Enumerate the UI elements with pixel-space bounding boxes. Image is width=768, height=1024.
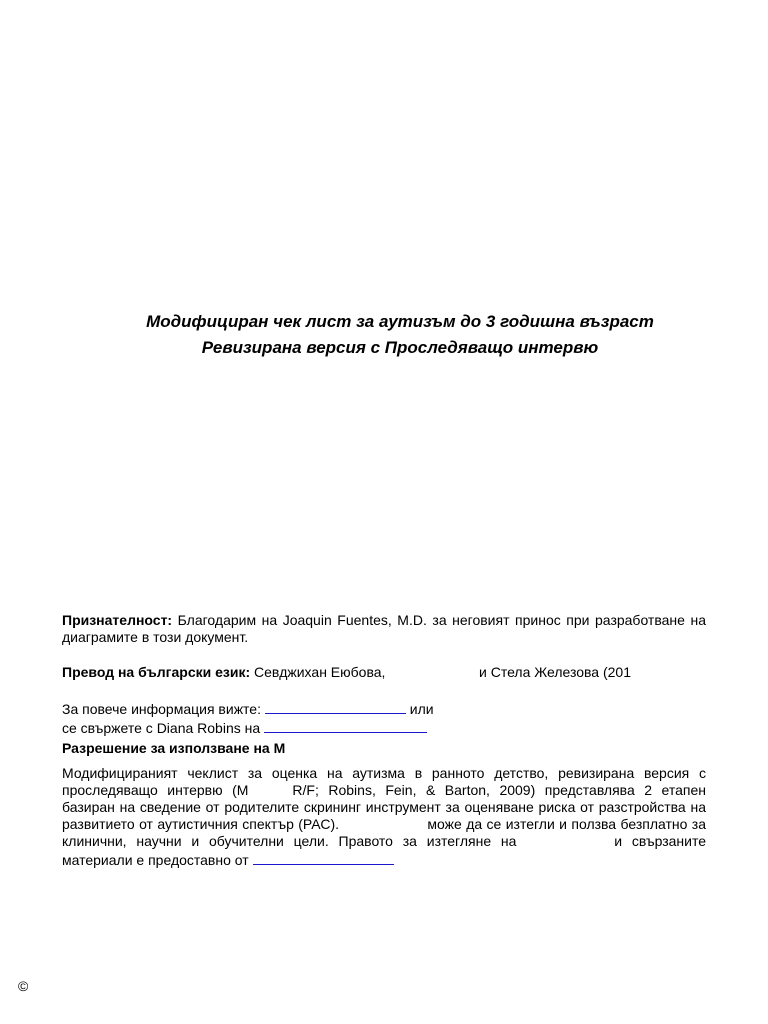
permission-heading: Разрешение за използване на М bbox=[62, 740, 286, 756]
acknowledgement-paragraph bbox=[62, 612, 706, 646]
more-info-label: За повече информация вижте: bbox=[62, 701, 261, 717]
translation-label: Превод на български език: bbox=[62, 664, 251, 680]
acknowledgement-text: Благодарим на Joaquin Fuentes, M.D. за неговият принос при разработване на диаграмите в този документ. bbox=[62, 612, 706, 645]
provider-link[interactable] bbox=[253, 850, 394, 865]
more-info-or: или bbox=[409, 701, 434, 717]
website-link[interactable] bbox=[265, 699, 406, 714]
acknowledgement-label: Признателност: bbox=[62, 612, 173, 628]
translation-text-a: Севджихан Еюбова, bbox=[250, 664, 386, 680]
translation-text-b: и Стела Железова (201 bbox=[479, 664, 631, 680]
contact-label: се свържете с Diana Robins на bbox=[62, 720, 261, 736]
email-link[interactable] bbox=[264, 718, 427, 733]
permission-text-4: и свързаните материали е предоставно от bbox=[62, 833, 706, 868]
more-info-line-1 bbox=[62, 699, 706, 718]
permission-text-1: Модифицираният чеклист за оценка на аутизма в ранното детство, ревизирана версия с проследяващо интервю (М bbox=[62, 765, 706, 798]
copyright-symbol: © bbox=[18, 978, 29, 994]
more-info-paragraph bbox=[62, 699, 706, 737]
more-info-line-2 bbox=[62, 718, 706, 737]
permission-text-2: R/F; Robins, Fein, & Barton, 2009) представлява 2 етапен базиран на сведение от родителите скрининг инструмент за оценяване риска от разстройства на развитието от аутистичния спектър (РАС). bbox=[62, 782, 707, 832]
document-title-line-1: Модифициран чек лист за аутизъм до 3 годишна възраст bbox=[146, 312, 654, 331]
translation-credits bbox=[62, 664, 706, 681]
document-title-line-2: Ревизирана версия с Проследяващо интервю bbox=[201, 338, 599, 357]
permission-paragraph bbox=[62, 765, 706, 869]
permission-text-3: може да се изтегли и ползва безплатно за клинични, научни и обучителни цели. Правото за изтегляне на bbox=[62, 816, 706, 849]
